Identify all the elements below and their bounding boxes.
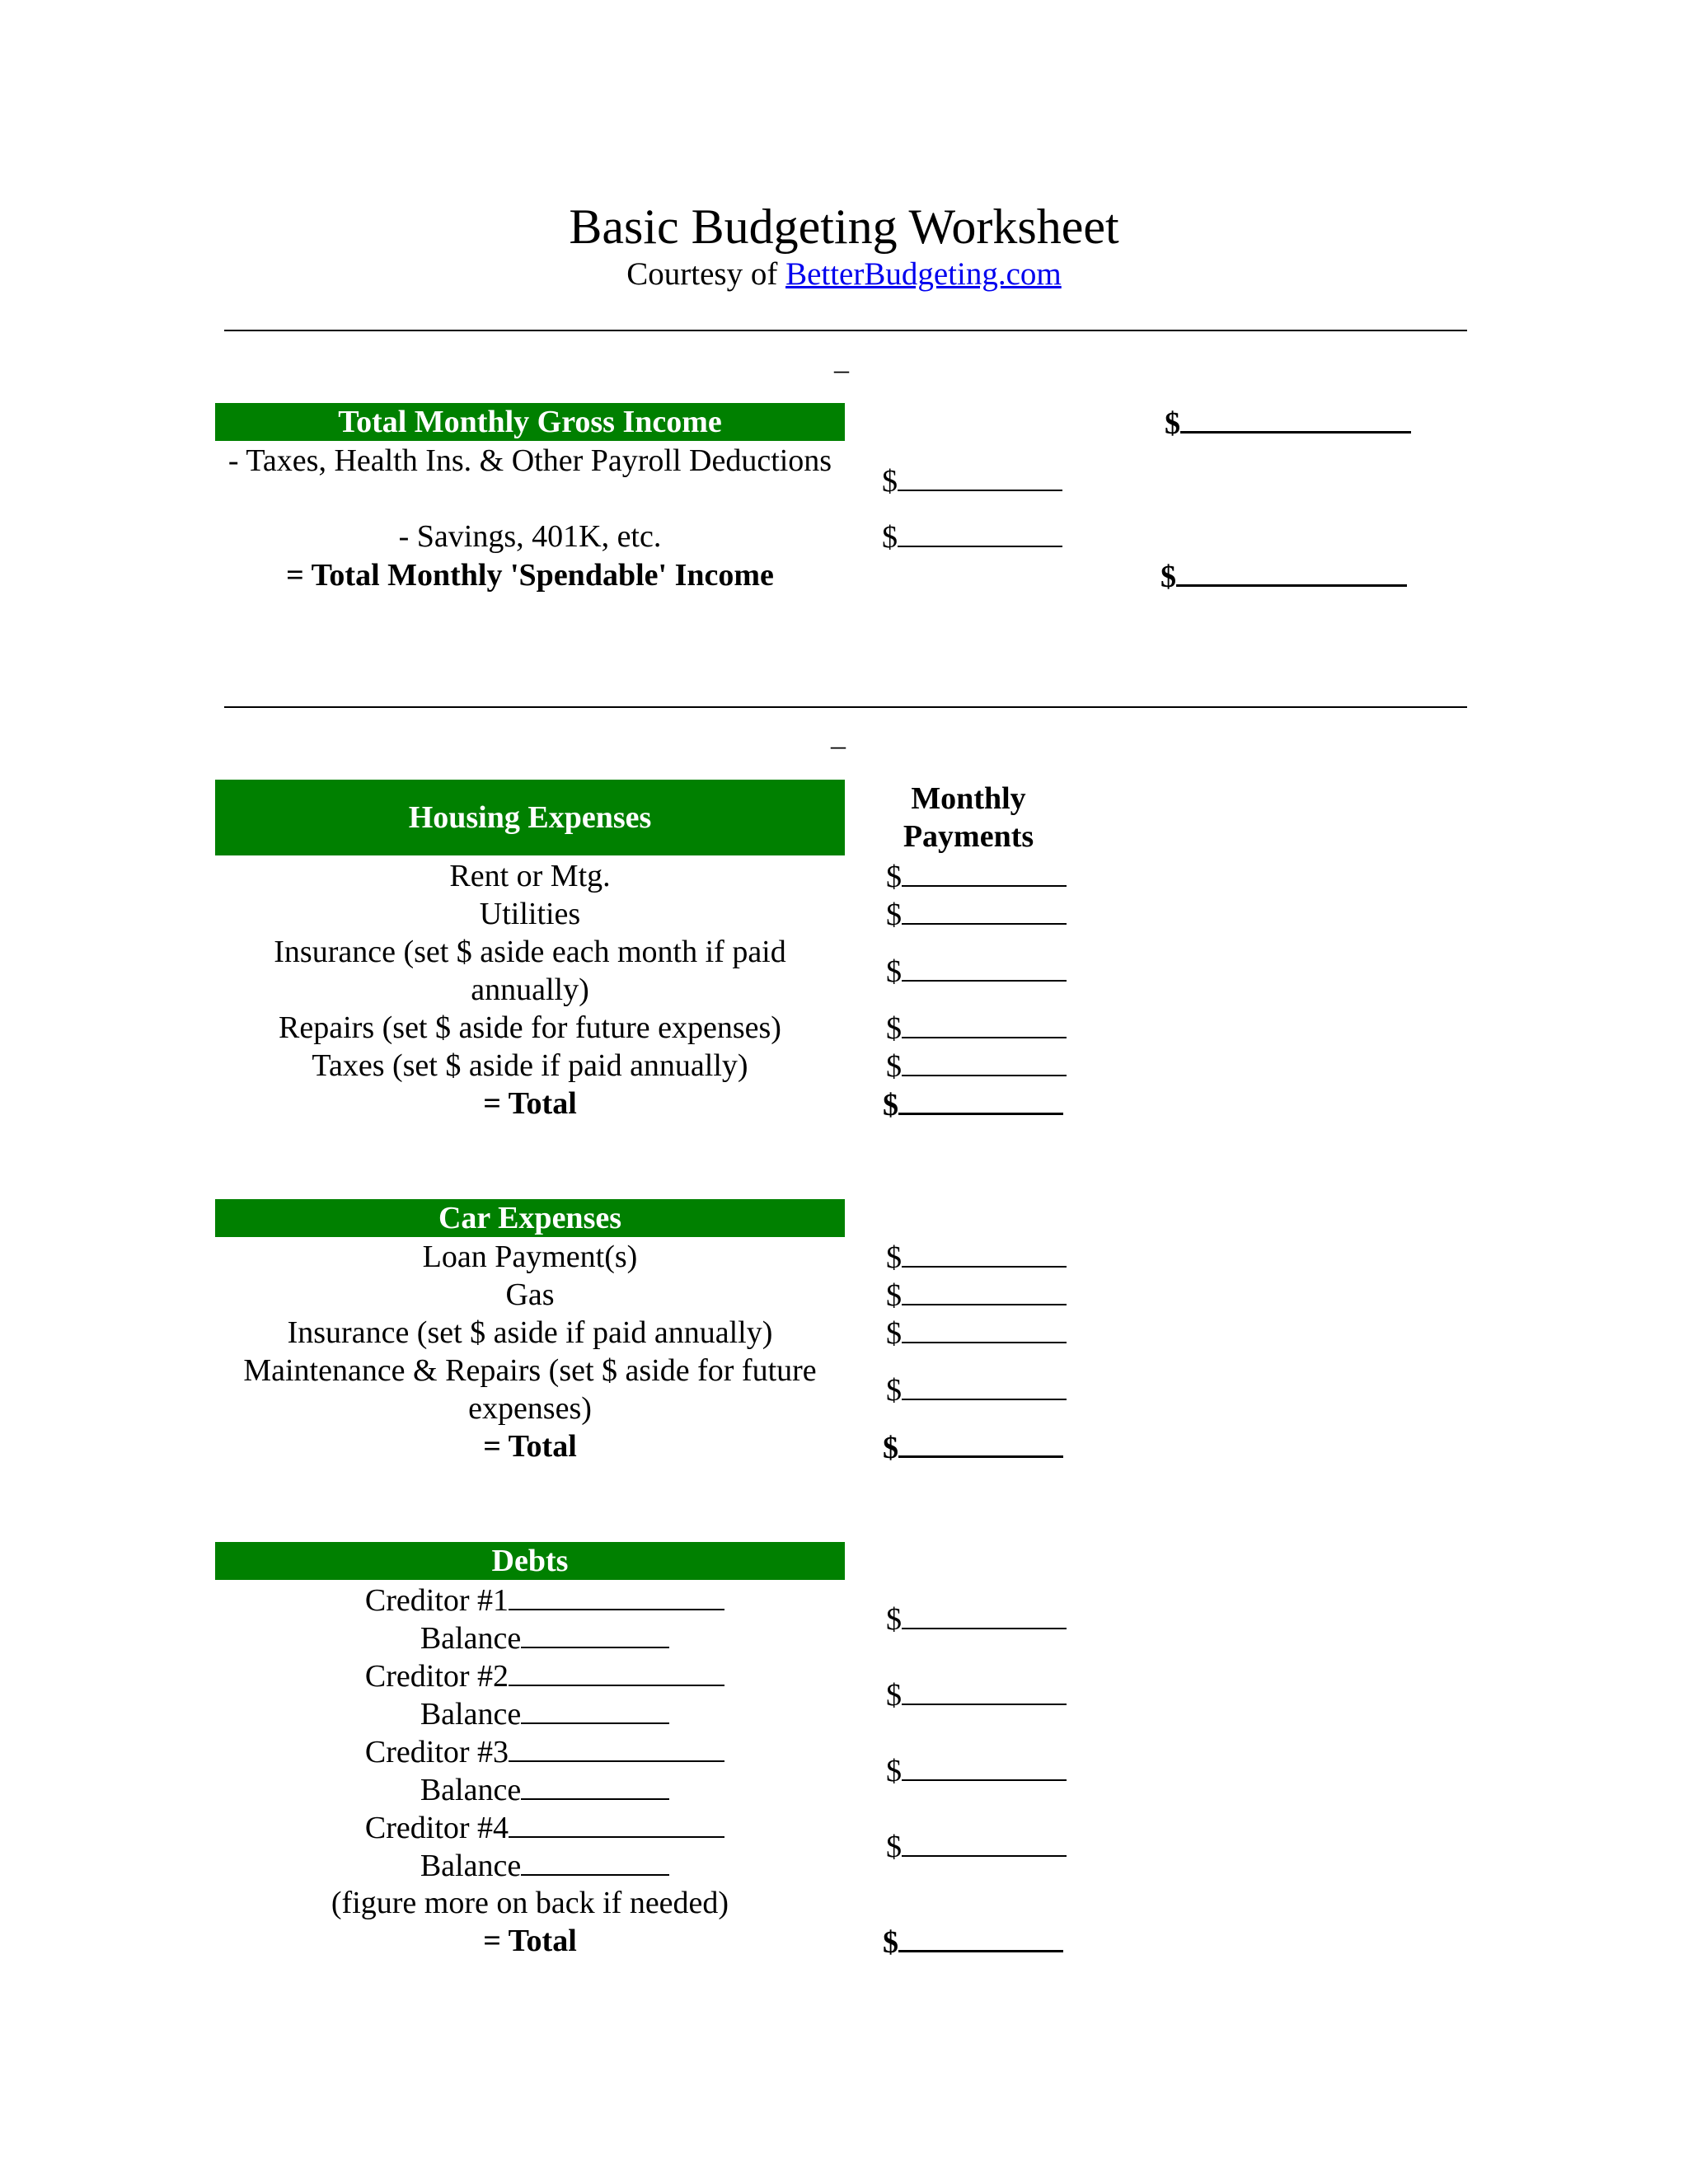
balance-2-row[interactable]: Balance <box>298 1694 792 1733</box>
creditor-3-field[interactable]: $ <box>886 1751 1067 1790</box>
housing-total-field[interactable]: $ <box>883 1085 1063 1124</box>
debts-total-label: = Total <box>483 1924 577 1958</box>
housing-heading: Housing Expenses <box>215 780 845 855</box>
car-heading: Car Expenses <box>215 1199 845 1237</box>
debts-total-field[interactable]: $ <box>883 1922 1063 1961</box>
creditor-2-row[interactable]: Creditor #2 <box>298 1657 792 1695</box>
income-heading: Total Monthly Gross Income <box>215 403 845 441</box>
creditor-2-field[interactable]: $ <box>886 1675 1067 1714</box>
page-title: Basic Budgeting Worksheet <box>569 199 1119 254</box>
divider-top <box>224 330 1467 331</box>
spendable-income-label: = Total Monthly 'Spendable' Income <box>286 558 774 593</box>
housing-taxes-field[interactable]: $ <box>886 1047 1067 1085</box>
payroll-deductions-field[interactable]: $ <box>882 462 1062 500</box>
housing-repairs-field[interactable]: $ <box>886 1009 1067 1047</box>
car-total-field[interactable]: $ <box>883 1427 1063 1467</box>
monthly-payments-header: Monthly Payments <box>903 781 1034 854</box>
car-item-insurance: Insurance (set $ aside if paid annually) <box>287 1315 773 1350</box>
car-item-loan: Loan Payment(s) <box>422 1240 638 1274</box>
housing-item-repairs: Repairs (set $ aside for future expenses) <box>279 1010 781 1045</box>
courtesy-line <box>0 255 1688 293</box>
utilities-field[interactable]: $ <box>886 895 1067 934</box>
rent-field[interactable]: $ <box>886 857 1067 896</box>
betterbudgeting-link[interactable]: BetterBudgeting.com <box>785 256 1062 292</box>
car-item-gas: Gas <box>505 1277 555 1312</box>
creditor-4-field[interactable]: $ <box>886 1827 1067 1866</box>
creditor-3-row[interactable]: Creditor #3 <box>298 1732 792 1771</box>
divider-middle <box>224 706 1467 708</box>
housing-total-label: = Total <box>483 1086 577 1121</box>
gross-income-field[interactable]: $ <box>1165 403 1411 443</box>
balance-3-row[interactable]: Balance <box>298 1770 792 1809</box>
car-total-label: = Total <box>483 1429 577 1464</box>
housing-item-rent: Rent or Mtg. <box>449 859 611 893</box>
car-gas-field[interactable]: $ <box>886 1276 1067 1315</box>
creditor-4-row[interactable]: Creditor #4 <box>298 1808 792 1847</box>
balance-1-row[interactable]: Balance <box>298 1619 792 1657</box>
spendable-income-field[interactable]: $ <box>1160 556 1407 596</box>
balance-4-row[interactable]: Balance <box>298 1846 792 1885</box>
housing-item-taxes: Taxes (set $ aside if paid annually) <box>312 1048 748 1083</box>
housing-item-utilities: Utilities <box>479 897 581 931</box>
car-insurance-field[interactable]: $ <box>886 1314 1067 1352</box>
housing-insurance-field[interactable]: $ <box>886 952 1067 991</box>
creditor-1-row[interactable]: Creditor #1 <box>298 1581 792 1619</box>
savings-field[interactable]: $ <box>882 518 1062 556</box>
creditor-1-field[interactable]: $ <box>886 1600 1067 1638</box>
housing-item-insurance: Insurance (set $ aside each month if paid annually) <box>274 935 786 1007</box>
car-item-maintenance: Maintenance & Repairs (set $ aside for future expenses) <box>243 1353 817 1426</box>
divider-dash-2: – <box>831 729 846 762</box>
courtesy-prefix: Courtesy of <box>626 256 786 292</box>
debts-note: (figure more on back if needed) <box>331 1886 729 1920</box>
payroll-deductions-label: - Taxes, Health Ins. & Other Payroll Deductions <box>227 443 832 478</box>
divider-dash: – <box>834 353 849 386</box>
savings-label: - Savings, 401K, etc. <box>398 519 662 554</box>
debts-heading: Debts <box>215 1542 845 1580</box>
car-loan-field[interactable]: $ <box>886 1238 1067 1277</box>
car-maintenance-field[interactable]: $ <box>886 1371 1067 1409</box>
